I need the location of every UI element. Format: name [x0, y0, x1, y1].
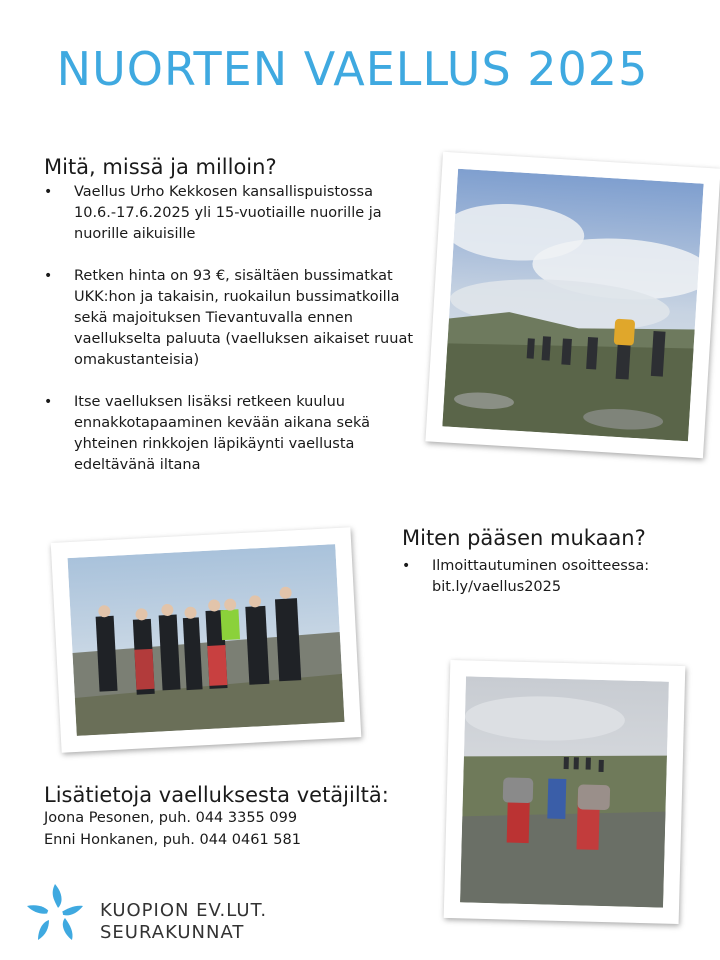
- logo-text-line1: KUOPION EV.LUT.: [100, 900, 268, 921]
- organization-logo: [20, 878, 280, 948]
- list-item: • Vaellus Urho Kekkosen kansallispuistossa 10.6.-17.6.2025 yli 15-vuotiaille nuorille ja nuorille aikuisille: [44, 182, 429, 245]
- contact-line: Joona Pesonen, puh. 044 3355 099: [44, 810, 298, 826]
- section-heading-contacts: Lisätietoja vaelluksesta vetäjiltä:: [44, 783, 389, 807]
- what-list: [44, 182, 429, 497]
- list-item: • Ilmoittautuminen osoitteessa: bit.ly/vaellus2025: [402, 556, 702, 598]
- photo-group-cheering: [51, 527, 362, 752]
- poster-title: NUORTEN VAELLUS 2025: [56, 42, 649, 96]
- join-list: [402, 556, 702, 619]
- section-heading-what: Mitä, missä ja milloin?: [44, 155, 277, 179]
- list-item: • Retken hinta on 93 €, sisältäen bussimatkat UKK:hon ja takaisin, ruokailun bussimatkoilla sekä majoituksen Tievantuvalla ennen vaellukselta paluuta (vaelluksen aikaiset ruuat omakustanteisia): [44, 266, 429, 371]
- logo-text-line2: SEURAKUNNAT: [100, 922, 245, 943]
- photo-hikers-walking: [425, 152, 720, 458]
- contact-line: Enni Honkanen, puh. 044 0461 581: [44, 832, 301, 848]
- star-logo-icon: [20, 878, 90, 948]
- photo-hikers-resting: [444, 660, 686, 924]
- section-heading-join: Miten pääsen mukaan?: [402, 526, 646, 550]
- list-item: • Itse vaelluksen lisäksi retkeen kuuluu ennakkotapaaminen kevään aikana sekä yhteinen rinkkojen läpikäynti vaellusta edeltävänä iltana: [44, 392, 429, 476]
